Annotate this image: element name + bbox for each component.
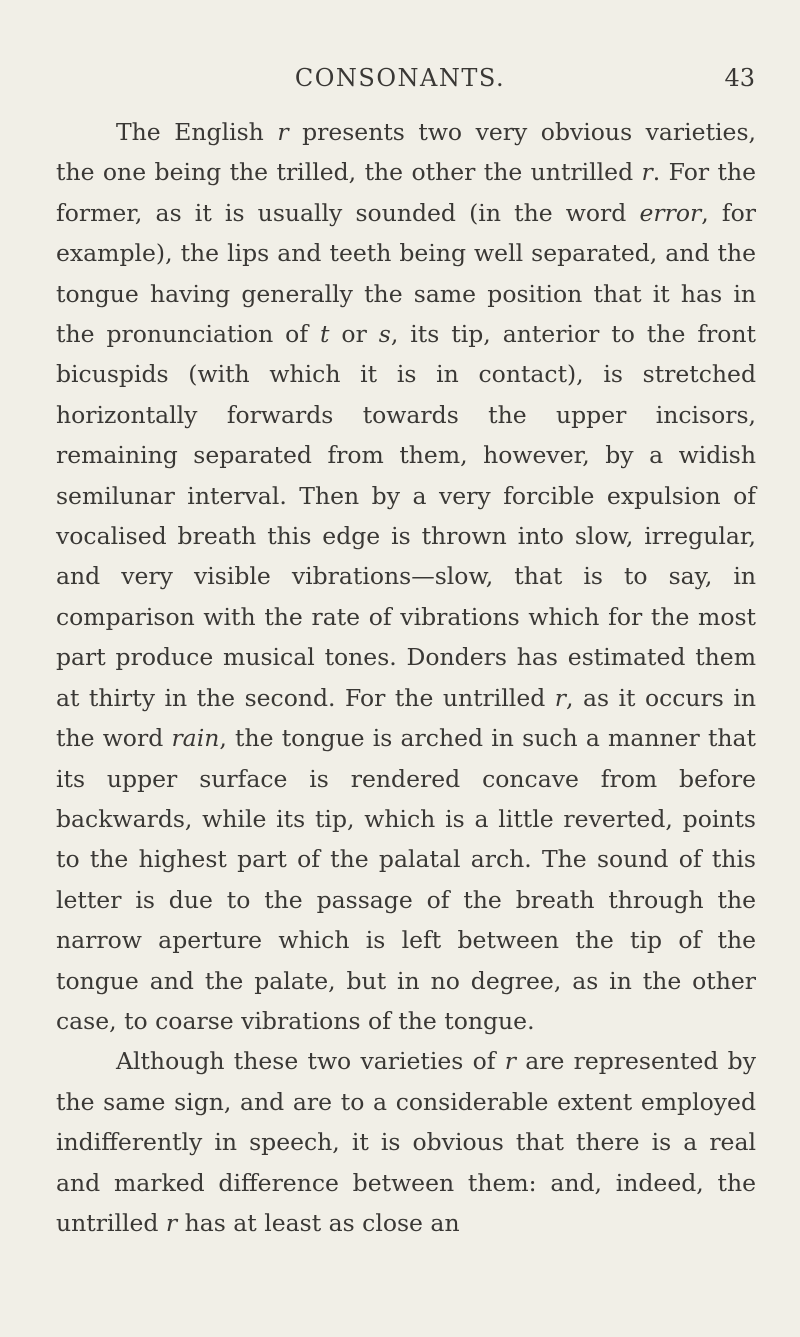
text-run: has at least as close an	[177, 1208, 460, 1237]
page-number: 43	[724, 64, 755, 92]
text-run: or	[329, 320, 379, 349]
italic-letter: t	[320, 320, 330, 349]
running-head	[0, 58, 800, 98]
paragraph	[56, 1041, 756, 1243]
paragraph	[56, 112, 756, 1041]
text-run: Although these two varieties of	[116, 1047, 505, 1076]
text-run: , its tip, anterior to the front bicuspids (with which it is in contact), is stretched horizontally forwards towards the upper incisors, remaining separated from them, however, by a widish semilunar interval. Then by a very forcible expulsion of vocalised breath this edge is thrown into slow, irregular, and very visible vibrations—slow, that is to say, in comparison with the rate of vibrations which for the most part produce musical tones. Donders has estimated them at thirty in the second. For the untrilled	[56, 320, 756, 712]
text-run: The English	[116, 118, 278, 146]
text-run: are represented by the same sign, and are to a considerable extent employed indifferently in speech, it is obvious that there is a real and marked difference between them: and, indeed, the untrilled	[56, 1047, 757, 1237]
text-run: , for example), the lips and teeth being well separated, and the tongue having generally the same position that it has in the pronunciation of	[56, 198, 756, 349]
text-run: , the tongue is arched in such a manner that its upper surface is rendered concave from before backwards, while its tip, which is a little reverted, points to the highest part of the palatal arch. The sound of this letter is due to the passage of the breath through the narrow aperture which is left between the tip of the tongue and the palate, but in no degree, as in the other case, to coarse vibrations of the tongue.	[56, 724, 756, 1035]
italic-letter: s	[378, 320, 391, 349]
italic-letter: r	[165, 1208, 178, 1237]
running-title: CONSONANTS.	[294, 64, 506, 92]
italic-letter: r	[504, 1047, 516, 1076]
text-run: presents two very obvious varieties, the one being the trilled, the other the untrilled	[56, 118, 756, 187]
body-text	[56, 112, 756, 1243]
italic-letter: r	[554, 683, 566, 712]
italic-word: rain	[171, 724, 220, 753]
italic-word: error	[639, 198, 702, 227]
text-run: . For the former, as it is usually sounded (in the word	[56, 158, 756, 227]
text-run: , as it occurs in the word	[56, 683, 756, 753]
italic-letter: r	[277, 118, 289, 146]
italic-letter: r	[641, 158, 653, 187]
